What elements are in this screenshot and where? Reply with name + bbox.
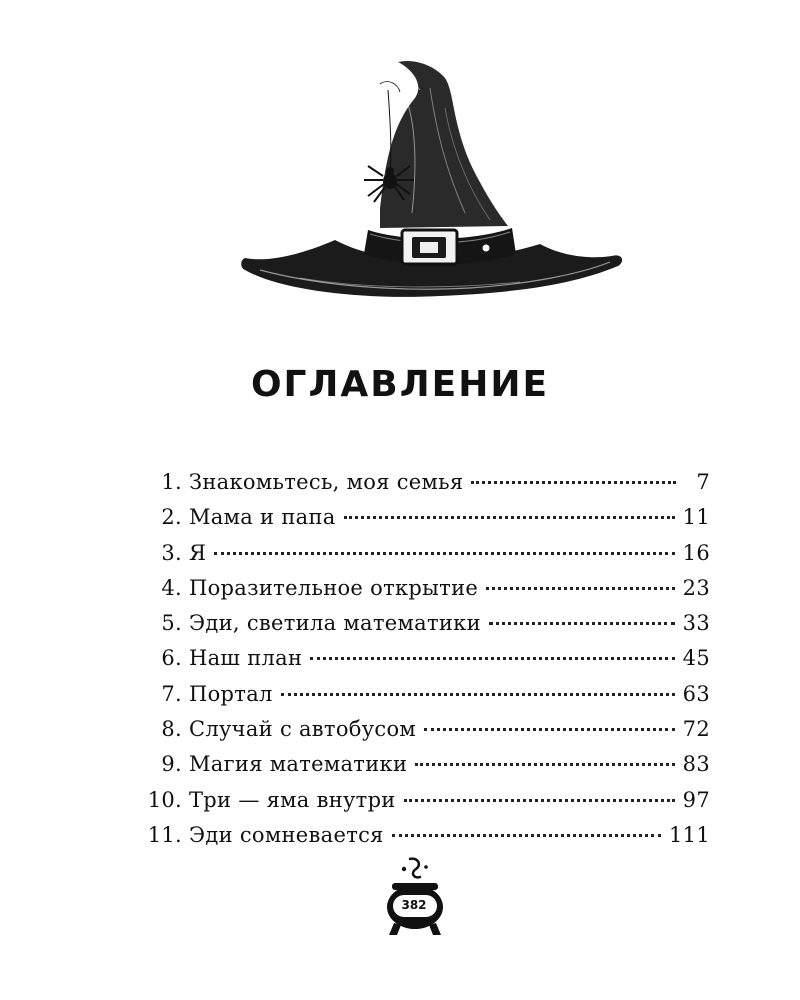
toc-entry-page: 111	[669, 822, 710, 847]
toc-entry-page: 97	[682, 787, 710, 812]
toc-entry-number: 8.	[161, 717, 182, 742]
toc-entry-number: 10.	[147, 787, 182, 812]
toc-entry-number: 11.	[147, 822, 182, 847]
toc-entry	[140, 752, 710, 787]
dot-leader	[424, 728, 675, 731]
toc-entry-title: Наш план	[189, 646, 303, 671]
toc-entry-title: Эди сомневается	[189, 822, 384, 847]
toc-entry	[140, 682, 710, 717]
toc-entry	[140, 576, 710, 611]
toc-entry-number: 1.	[161, 470, 182, 494]
toc-entry-number: 3.	[161, 540, 182, 565]
toc-entry	[140, 717, 710, 752]
toc-entry-title: Я	[189, 540, 207, 565]
dot-leader	[486, 587, 675, 590]
toc-entry	[140, 823, 710, 858]
dot-leader	[471, 481, 676, 484]
toc-entry-number: 4.	[161, 575, 182, 600]
toc-entry	[140, 505, 710, 540]
toc-entry-page: 45	[682, 646, 710, 671]
toc-entry-number: 6.	[161, 646, 182, 671]
page-title: ОГЛАВЛЕНИЕ	[250, 364, 550, 405]
toc-entry	[140, 646, 710, 681]
table-of-contents	[140, 470, 710, 858]
toc-entry	[140, 541, 710, 576]
toc-entry-title: Знакомьтесь, моя семья	[189, 470, 464, 494]
page-number: 382	[401, 898, 427, 912]
toc-entry-number: 2.	[161, 505, 182, 530]
toc-entry-title: Случай с автобусом	[189, 717, 417, 742]
dot-leader	[344, 516, 675, 519]
dot-leader	[214, 552, 674, 555]
toc-entry-title: Поразительное открытие	[189, 575, 479, 600]
toc-entry-title: Эди, светила математики	[189, 611, 481, 636]
toc-entry-page: 63	[682, 681, 710, 706]
toc-entry-number: 9.	[161, 752, 182, 777]
toc-entry-title: Мама и папа	[189, 505, 336, 530]
toc-entry-title: Магия математики	[189, 752, 408, 777]
dot-leader	[392, 834, 661, 837]
toc-entry-page: 7	[696, 470, 710, 494]
toc-entry	[140, 788, 710, 823]
toc-entry	[140, 470, 710, 505]
toc-entry-page: 72	[682, 717, 710, 742]
toc-entry-page: 11	[682, 505, 710, 530]
dot-leader	[415, 763, 674, 766]
dot-leader	[489, 622, 675, 625]
dot-leader	[310, 657, 674, 660]
dot-leader	[281, 693, 675, 696]
witch-hat-illustration	[240, 48, 625, 338]
toc-entry	[140, 611, 710, 646]
dot-leader	[404, 799, 675, 802]
toc-entry-title: Портал	[189, 681, 273, 706]
toc-entry-page: 23	[682, 575, 710, 600]
toc-entry-page: 16	[682, 540, 710, 565]
toc-entry-number: 5.	[161, 611, 182, 636]
toc-entry-page: 83	[682, 752, 710, 777]
toc-entry-number: 7.	[161, 681, 182, 706]
toc-entry-page: 33	[682, 611, 710, 636]
toc-entry-title: Три — яма внутри	[189, 787, 396, 812]
